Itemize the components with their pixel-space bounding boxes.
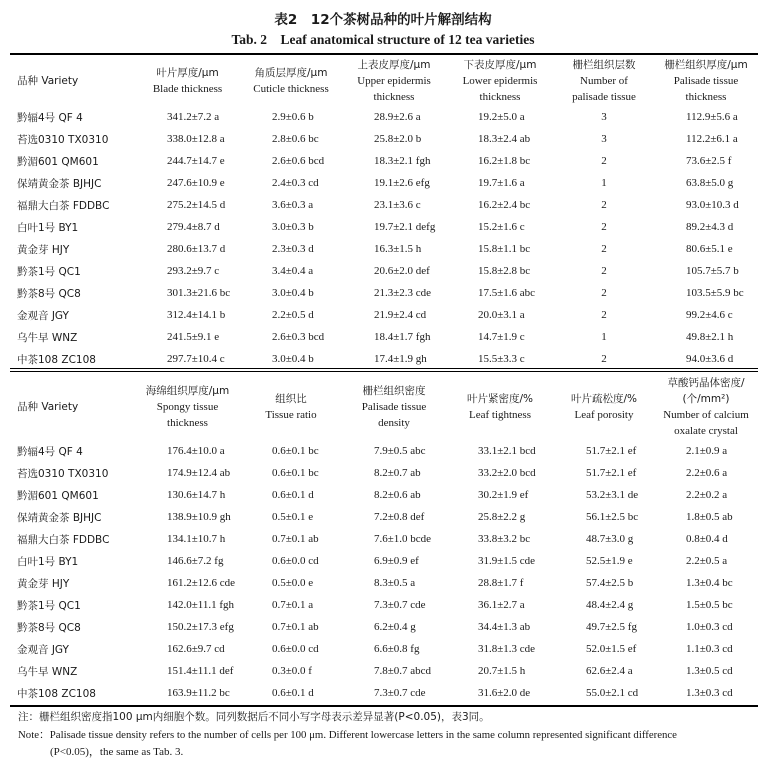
value-cell: 56.1±2.5 bc xyxy=(586,511,639,523)
value-cell: 138.9±10.9 gh xyxy=(167,511,231,523)
value-cell: 99.2±4.6 c xyxy=(686,309,733,321)
value-cell: 247.6±10.9 e xyxy=(167,177,225,189)
value-cell: 2 xyxy=(601,243,607,255)
value-cell: 2.2±0.5 d xyxy=(272,309,314,321)
variety-cell: 黔湄601 QM601 xyxy=(17,489,99,502)
value-cell: 20.7±1.5 h xyxy=(478,665,526,677)
value-cell: 15.8±2.8 bc xyxy=(478,265,531,277)
header-palisade-layers: 栅栏组织层数 Number of palisade tissue xyxy=(572,59,636,103)
value-cell: 0.6±0.0 cd xyxy=(272,643,319,655)
value-cell: 103.5±5.9 bc xyxy=(686,287,744,299)
value-cell: 312.4±14.1 b xyxy=(167,309,226,321)
value-cell: 0.6±0.1 d xyxy=(272,687,314,699)
value-cell: 16.2±1.8 bc xyxy=(478,155,531,167)
value-cell: 112.2±6.1 a xyxy=(686,133,738,145)
value-cell: 80.6±5.1 e xyxy=(686,243,733,255)
value-cell: 105.7±5.7 b xyxy=(686,265,739,277)
value-cell: 0.6±0.1 bc xyxy=(272,445,319,457)
table-row xyxy=(10,326,758,348)
value-cell: 53.2±3.1 de xyxy=(586,489,639,501)
value-cell: 1.3±0.3 cd xyxy=(686,687,733,699)
value-cell: 2 xyxy=(601,353,607,365)
table-row xyxy=(10,194,758,216)
variety-cell: 黄金芽 HJY xyxy=(17,243,70,256)
value-cell: 6.6±0.8 fg xyxy=(374,643,420,655)
value-cell: 134.1±10.7 h xyxy=(167,533,226,545)
value-cell: 3 xyxy=(601,111,607,123)
value-cell: 19.2±5.0 a xyxy=(478,111,525,123)
variety-cell: 苔选0310 TX0310 xyxy=(17,467,109,480)
value-cell: 49.7±2.5 fg xyxy=(586,621,637,633)
value-cell: 33.8±3.2 bc xyxy=(478,533,531,545)
value-cell: 2.8±0.6 bc xyxy=(272,133,319,145)
value-cell: 33.2±2.0 bcd xyxy=(478,467,536,479)
value-cell: 52.0±1.5 ef xyxy=(586,643,637,655)
value-cell: 279.4±8.7 d xyxy=(167,221,220,233)
value-cell: 19.1±2.6 efg xyxy=(374,177,430,189)
table-row xyxy=(10,304,758,326)
value-cell: 7.3±0.7 cde xyxy=(374,687,426,699)
value-cell: 3.0±0.3 b xyxy=(272,221,314,233)
value-cell: 28.9±2.6 a xyxy=(374,111,421,123)
table-row xyxy=(10,106,758,128)
value-cell: 1 xyxy=(601,331,607,343)
header-blade-thickness: 叶片厚度/μm Blade thickness xyxy=(152,67,223,95)
value-cell: 7.6±1.0 bcde xyxy=(374,533,432,545)
value-cell: 7.9±0.5 abc xyxy=(374,445,426,457)
value-cell: 31.8±1.3 cde xyxy=(478,643,536,655)
header-lower-epidermis: 下表皮厚度/μm Lower epidermis thickness xyxy=(462,59,538,103)
value-cell: 0.8±0.4 d xyxy=(686,533,728,545)
table-row xyxy=(10,506,758,528)
variety-cell: 乌牛早 WNZ xyxy=(17,665,78,678)
variety-cell: 福鼎大白茶 FDDBC xyxy=(17,199,110,212)
variety-cell: 保靖黄金茶 BJHJC xyxy=(17,177,102,190)
variety-cell: 黔茶8号 QC8 xyxy=(17,621,81,634)
value-cell: 0.6±0.0 cd xyxy=(272,555,319,567)
header-variety-2: 品种 Variety xyxy=(17,401,79,413)
value-cell: 130.6±14.7 h xyxy=(167,489,226,501)
value-cell: 31.6±2.0 de xyxy=(478,687,531,699)
header-cuticle-thickness: 角质层厚度/μm Cuticle thickness xyxy=(253,67,329,95)
value-cell: 25.8±2.0 b xyxy=(374,133,422,145)
value-cell: 0.7±0.1 ab xyxy=(272,621,319,633)
value-cell: 48.4±2.4 g xyxy=(586,599,634,611)
value-cell: 16.2±2.4 bc xyxy=(478,199,531,211)
value-cell: 55.0±2.1 cd xyxy=(586,687,639,699)
value-cell: 19.7±2.1 defg xyxy=(374,221,436,233)
bottom-rule xyxy=(10,705,758,707)
value-cell: 163.9±11.2 bc xyxy=(167,687,230,699)
value-cell: 62.6±2.4 a xyxy=(586,665,633,677)
table2-header-row xyxy=(10,374,758,440)
table-row xyxy=(10,660,758,682)
table-row xyxy=(10,260,758,282)
variety-cell: 中茶108 ZC108 xyxy=(17,353,96,366)
value-cell: 1.3±0.5 cd xyxy=(686,665,733,677)
table-row xyxy=(10,172,758,194)
value-cell: 3.6±0.3 a xyxy=(272,199,314,211)
table2-body xyxy=(10,440,758,704)
value-cell: 52.5±1.9 e xyxy=(586,555,633,567)
header-spongy-thickness: 海绵组织厚度/μm Spongy tissue thickness xyxy=(145,385,230,429)
value-cell: 21.9±2.4 cd xyxy=(374,309,427,321)
value-cell: 2.9±0.6 b xyxy=(272,111,314,123)
anatomy-table-part1 xyxy=(10,56,758,370)
value-cell: 241.5±9.1 e xyxy=(167,331,220,343)
variety-cell: 黔茶1号 QC1 xyxy=(17,599,81,612)
value-cell: 341.2±7.2 a xyxy=(167,111,220,123)
value-cell: 244.7±14.7 e xyxy=(167,155,225,167)
value-cell: 51.7±2.1 ef xyxy=(586,445,637,457)
header-palisade-density: 栅栏组织密度 Palisade tissue density xyxy=(361,385,427,429)
header-calcium-oxalate: 草酸钙晶体密度/ (个/mm²) Number of calcium oxalate crystal xyxy=(663,377,749,437)
variety-cell: 福鼎大白茶 FDDBC xyxy=(17,533,110,546)
value-cell: 18.3±2.4 ab xyxy=(478,133,531,145)
value-cell: 49.8±2.1 h xyxy=(686,331,734,343)
variety-cell: 苔选0310 TX0310 xyxy=(17,133,109,146)
value-cell: 0.3±0.0 f xyxy=(272,665,312,677)
value-cell: 280.6±13.7 d xyxy=(167,243,226,255)
value-cell: 3 xyxy=(601,133,607,145)
value-cell: 1.3±0.4 bc xyxy=(686,577,733,589)
value-cell: 2 xyxy=(601,199,607,211)
variety-cell: 黔茶8号 QC8 xyxy=(17,287,81,300)
value-cell: 48.7±3.0 g xyxy=(586,533,634,545)
value-cell: 2 xyxy=(601,309,607,321)
value-cell: 25.8±2.2 g xyxy=(478,511,526,523)
value-cell: 18.4±1.7 fgh xyxy=(374,331,431,343)
table-row xyxy=(10,594,758,616)
note-en-line2: (P<0.05)，the same as Tab. 3. xyxy=(50,746,184,758)
table1-header-row xyxy=(10,56,758,106)
value-cell: 17.5±1.6 abc xyxy=(478,287,536,299)
value-cell: 21.3±2.3 cde xyxy=(374,287,432,299)
value-cell: 2 xyxy=(601,221,607,233)
value-cell: 16.3±1.5 h xyxy=(374,243,422,255)
value-cell: 142.0±11.1 fgh xyxy=(167,599,235,611)
value-cell: 15.5±3.3 c xyxy=(478,353,525,365)
note-zh: 注：栅栏组织密度指100 μm内细胞个数。同列数据后不同小写字母表示差异显著(P<0.05)，表3同。 xyxy=(18,711,490,723)
value-cell: 8.2±0.7 ab xyxy=(374,467,421,479)
variety-cell: 金观音 JGY xyxy=(17,643,69,656)
variety-cell: 中茶108 ZC108 xyxy=(17,687,96,700)
table-row xyxy=(10,216,758,238)
value-cell: 1.8±0.5 ab xyxy=(686,511,733,523)
variety-cell: 黄金芽 HJY xyxy=(17,577,70,590)
value-cell: 2.6±0.3 bcd xyxy=(272,331,325,343)
value-cell: 6.2±0.4 g xyxy=(374,621,416,633)
table-row xyxy=(10,150,758,172)
table1-body xyxy=(10,106,758,370)
value-cell: 73.6±2.5 f xyxy=(686,155,732,167)
variety-cell: 白叶1号 BY1 xyxy=(17,221,79,234)
value-cell: 6.9±0.9 ef xyxy=(374,555,419,567)
value-cell: 174.9±12.4 ab xyxy=(167,467,231,479)
value-cell: 1.1±0.3 cd xyxy=(686,643,733,655)
value-cell: 2 xyxy=(601,287,607,299)
value-cell: 94.0±3.6 d xyxy=(686,353,734,365)
value-cell: 2.6±0.6 bcd xyxy=(272,155,325,167)
table-row xyxy=(10,550,758,572)
value-cell: 146.6±7.2 fg xyxy=(167,555,224,567)
value-cell: 89.2±4.3 d xyxy=(686,221,734,233)
table-row xyxy=(10,348,758,370)
value-cell: 0.7±0.1 a xyxy=(272,599,314,611)
value-cell: 93.0±10.3 d xyxy=(686,199,739,211)
value-cell: 14.7±1.9 c xyxy=(478,331,525,343)
value-cell: 30.2±1.9 ef xyxy=(478,489,529,501)
value-cell: 2.2±0.2 a xyxy=(686,489,728,501)
value-cell: 23.1±3.6 c xyxy=(374,199,421,211)
value-cell: 2.3±0.3 d xyxy=(272,243,314,255)
value-cell: 28.8±1.7 f xyxy=(478,577,524,589)
value-cell: 20.0±3.1 a xyxy=(478,309,525,321)
table-row xyxy=(10,682,758,704)
value-cell: 15.2±1.6 c xyxy=(478,221,525,233)
value-cell: 3.0±0.4 b xyxy=(272,287,314,299)
value-cell: 3.0±0.4 b xyxy=(272,353,314,365)
value-cell: 18.3±2.1 fgh xyxy=(374,155,431,167)
anatomy-table-part2 xyxy=(10,374,758,704)
table-row xyxy=(10,638,758,660)
table-row xyxy=(10,528,758,550)
variety-cell: 乌牛早 WNZ xyxy=(17,331,78,344)
header-variety: 品种 Variety xyxy=(17,75,79,87)
value-cell: 19.7±1.6 a xyxy=(478,177,525,189)
value-cell: 301.3±21.6 bc xyxy=(167,287,231,299)
value-cell: 7.8±0.7 abcd xyxy=(374,665,432,677)
value-cell: 8.3±0.5 a xyxy=(374,577,416,589)
header-leaf-porosity: 叶片疏松度/% Leaf porosity xyxy=(570,393,637,421)
value-cell: 7.2±0.8 def xyxy=(374,511,425,523)
table-row xyxy=(10,282,758,304)
value-cell: 1 xyxy=(601,177,607,189)
value-cell: 0.5±0.1 e xyxy=(272,511,314,523)
variety-cell: 黔湄601 QM601 xyxy=(17,155,99,168)
variety-cell: 金观音 JGY xyxy=(17,309,69,322)
value-cell: 34.4±1.3 ab xyxy=(478,621,531,633)
note-en-line1: Note：Palisade tissue density refers to the number of cells per 100 μm. Different lowercase letters in the same column represented significant difference xyxy=(18,729,677,741)
section-rule-a xyxy=(10,368,758,369)
header-upper-epidermis: 上表皮厚度/μm Upper epidermis thickness xyxy=(357,59,431,103)
table-row xyxy=(10,440,758,462)
top-rule xyxy=(10,53,758,55)
value-cell: 2.4±0.3 cd xyxy=(272,177,319,189)
value-cell: 297.7±10.4 c xyxy=(167,353,225,365)
value-cell: 0.7±0.1 ab xyxy=(272,533,319,545)
value-cell: 63.8±5.0 g xyxy=(686,177,734,189)
value-cell: 2.1±0.9 a xyxy=(686,445,728,457)
value-cell: 57.4±2.5 b xyxy=(586,577,634,589)
table-row xyxy=(10,238,758,260)
table-caption-zh: 表2 12个茶树品种的叶片解剖结构 xyxy=(274,12,492,28)
table-row xyxy=(10,128,758,150)
value-cell: 1.5±0.5 bc xyxy=(686,599,733,611)
value-cell: 275.2±14.5 d xyxy=(167,199,226,211)
variety-cell: 黔茶1号 QC1 xyxy=(17,265,81,278)
header-tissue-ratio: 组织比 Tissue ratio xyxy=(265,393,317,421)
value-cell: 7.3±0.7 cde xyxy=(374,599,426,611)
section-rule-b xyxy=(10,371,758,372)
value-cell: 0.6±0.1 d xyxy=(272,489,314,501)
value-cell: 20.6±2.0 def xyxy=(374,265,430,277)
value-cell: 293.2±9.7 c xyxy=(167,265,220,277)
variety-cell: 白叶1号 BY1 xyxy=(17,555,79,568)
value-cell: 151.4±11.1 def xyxy=(167,665,234,677)
variety-cell: 黔辐4号 QF 4 xyxy=(17,445,83,458)
table-row xyxy=(10,616,758,638)
value-cell: 150.2±17.3 efg xyxy=(167,621,234,633)
variety-cell: 黔辐4号 QF 4 xyxy=(17,111,83,124)
header-palisade-thickness: 栅栏组织厚度/μm Palisade tissue thickness xyxy=(664,59,748,103)
variety-cell: 保靖黄金茶 BJHJC xyxy=(17,511,102,524)
value-cell: 8.2±0.6 ab xyxy=(374,489,421,501)
value-cell: 31.9±1.5 cde xyxy=(478,555,536,567)
value-cell: 15.8±1.1 bc xyxy=(478,243,531,255)
value-cell: 1.0±0.3 cd xyxy=(686,621,733,633)
value-cell: 2.2±0.6 a xyxy=(686,467,728,479)
value-cell: 162.6±9.7 cd xyxy=(167,643,225,655)
value-cell: 176.4±10.0 a xyxy=(167,445,225,457)
value-cell: 2 xyxy=(601,155,607,167)
table-row xyxy=(10,462,758,484)
value-cell: 0.5±0.0 e xyxy=(272,577,314,589)
value-cell: 161.2±12.6 cde xyxy=(167,577,236,589)
value-cell: 33.1±2.1 bcd xyxy=(478,445,536,457)
table-caption-en: Tab. 2 Leaf anatomical structure of 12 tea varieties xyxy=(231,32,535,47)
value-cell: 2 xyxy=(601,265,607,277)
value-cell: 51.7±2.1 ef xyxy=(586,467,637,479)
value-cell: 0.6±0.1 bc xyxy=(272,467,319,479)
value-cell: 36.1±2.7 a xyxy=(478,599,525,611)
header-leaf-tightness: 叶片紧密度/% Leaf tightness xyxy=(466,393,533,421)
table-row xyxy=(10,484,758,506)
table-row xyxy=(10,572,758,594)
value-cell: 3.4±0.4 a xyxy=(272,265,314,277)
value-cell: 338.0±12.8 a xyxy=(167,133,225,145)
value-cell: 2.2±0.5 a xyxy=(686,555,728,567)
value-cell: 112.9±5.6 a xyxy=(686,111,738,123)
value-cell: 17.4±1.9 gh xyxy=(374,353,427,365)
